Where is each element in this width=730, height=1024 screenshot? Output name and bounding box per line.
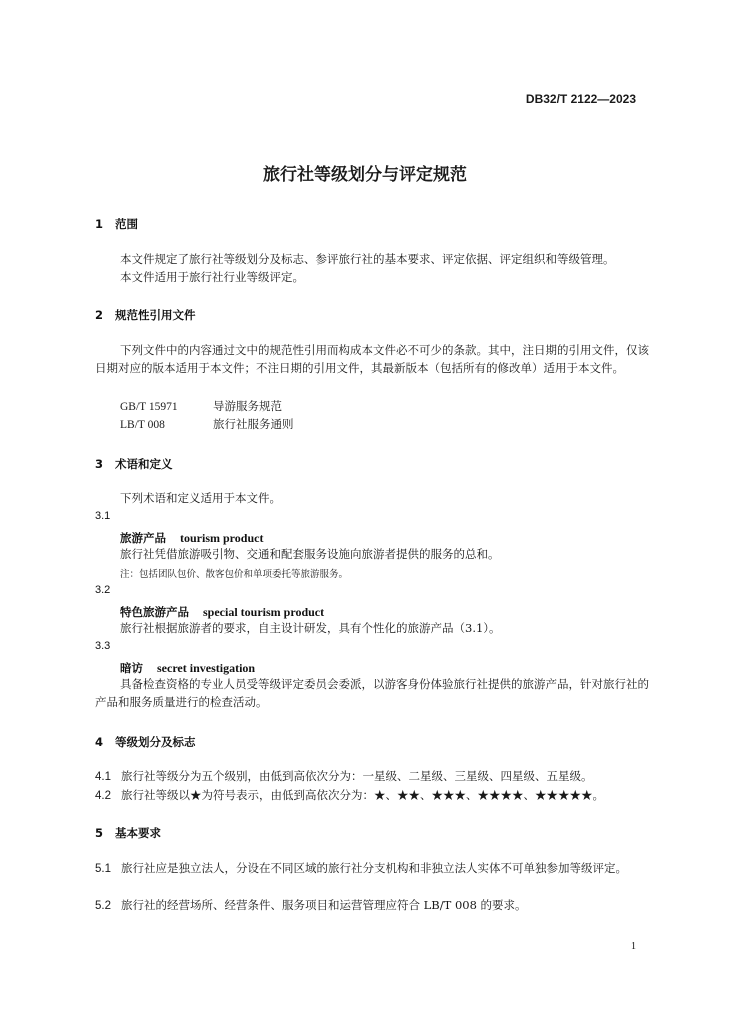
document-title: 旅行社等级划分与评定规范	[263, 165, 467, 185]
standard-code: DB32/T 2122—2023	[525, 92, 636, 106]
term-english: tourism product	[180, 531, 264, 545]
clause-number: 4.2	[95, 790, 111, 802]
clause-number: 4.1	[95, 771, 111, 783]
reference-item	[120, 415, 294, 434]
term-definition: 具备检查资格的专业人员受等级评定委员会委派，以游客身份体验旅行社提供的旅游产品，针对旅行社的产品和服务质量进行的检查活动。	[95, 677, 649, 709]
term-chinese: 特色旅游产品	[120, 605, 189, 619]
section-number: 4	[95, 735, 104, 749]
paragraph: 本文件适用于旅行社行业等级评定。	[120, 270, 304, 284]
section-heading-normative-references	[95, 307, 196, 323]
clause-text: 旅行社等级以★为符号表示，由低到高依次分为：★、★★、★★★、★★★★、★★★★★。	[121, 788, 604, 802]
term-entry	[120, 657, 255, 676]
term-definition: 旅行社根据旅游者的要求，自主设计研发，具有个性化的旅游产品（3.1）。	[120, 621, 501, 635]
section-heading-grades	[95, 734, 196, 750]
term-chinese: 旅游产品	[120, 531, 166, 545]
reference-item	[120, 397, 282, 416]
section-heading-terms	[95, 456, 173, 472]
clause	[95, 859, 655, 878]
term-english: secret investigation	[157, 661, 256, 675]
term-note: 注：包括团队包价、散客包价和单项委托等旅游服务。	[120, 569, 349, 580]
clause	[95, 786, 604, 805]
section-heading-basic-requirements	[95, 825, 161, 841]
reference-code: LB/T 008	[120, 419, 165, 431]
section-title: 规范性引用文件	[115, 308, 196, 322]
section-title: 术语和定义	[115, 457, 173, 471]
term-english: special tourism product	[203, 605, 325, 619]
section-number: 2	[95, 308, 104, 322]
section-number: 3	[95, 457, 104, 471]
term-number: 3.1	[95, 510, 111, 522]
clause	[95, 767, 593, 786]
clause	[95, 896, 527, 915]
term-definition: 旅行社凭借旅游吸引物、交通和配套服务设施向旅游者提供的服务的总和。	[120, 547, 500, 561]
clause-text: 旅行社等级分为五个级别，由低到高依次分为：一星级、二星级、三星级、四星级、五星级。	[121, 769, 593, 783]
reference-name: 旅行社服务通则	[213, 417, 294, 431]
page-number: 1	[631, 941, 636, 952]
term-entry	[120, 601, 324, 620]
paragraph: 下列术语和定义适用于本文件。	[120, 491, 281, 505]
paragraph: 下列文件中的内容通过文中的规范性引用而构成本文件必不可少的条款。其中，注日期的引用文件，仅该日期对应的版本适用于本文件；不注日期的引用文件，其最新版本（包括所有的修改单）适用于本文件。	[95, 343, 649, 375]
clause-text: 旅行社的经营场所、经营条件、服务项目和运营管理应符合 LB/T 008 的要求。	[121, 898, 527, 912]
reference-code: GB/T 15971	[120, 401, 178, 413]
section-heading-scope	[95, 216, 138, 232]
section-title: 范围	[115, 217, 138, 231]
term-number: 3.2	[95, 584, 111, 596]
section-number: 1	[95, 217, 104, 231]
paragraph: 本文件规定了旅行社等级划分及标志、参评旅行社的基本要求、评定依据、评定组织和等级管理。	[120, 252, 615, 266]
clause-text: 旅行社应是独立法人，分设在不同区域的旅行社分支机构和非独立法人实体不可单独参加等级评定。	[121, 861, 627, 875]
clause-number: 5.1	[95, 863, 111, 875]
reference-name: 导游服务规范	[213, 399, 282, 413]
section-number: 5	[95, 826, 104, 840]
section-title: 等级划分及标志	[115, 735, 196, 749]
term-chinese: 暗访	[120, 661, 143, 675]
term-number: 3.3	[95, 640, 111, 652]
section-title: 基本要求	[115, 826, 161, 840]
term-entry	[120, 527, 263, 546]
clause-number: 5.2	[95, 900, 111, 912]
